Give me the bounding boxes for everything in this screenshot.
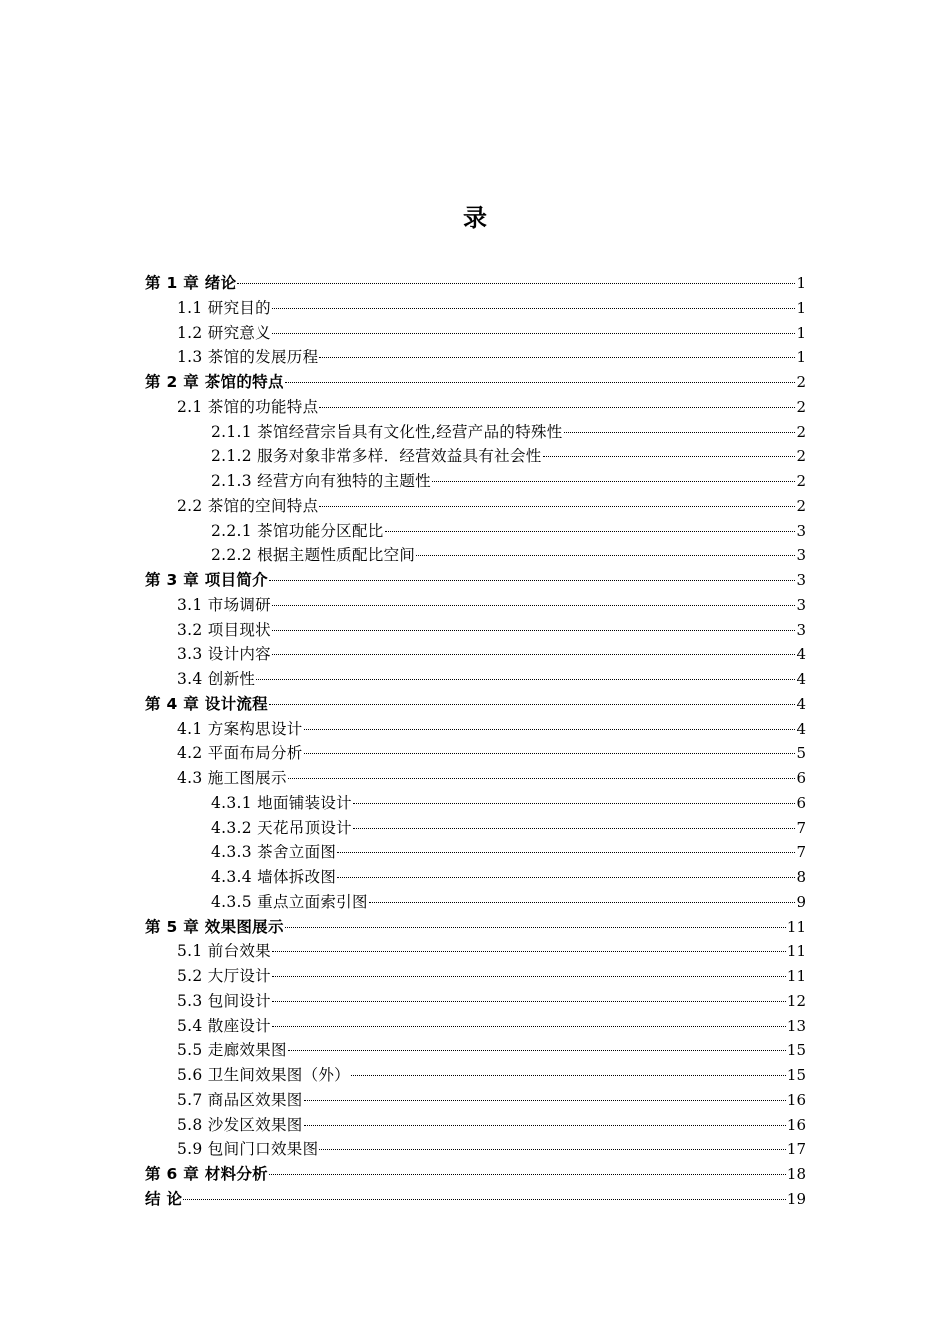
toc-entry[interactable] [0,593,806,618]
toc-entry-title: 1.3 茶馆的发展历程 [177,348,319,367]
toc-entry-title: 2.1.2 服务对象非常多样．经营效益具有社会性 [211,447,542,466]
toc-page-number: 1 [796,323,806,342]
toc-page-number: 4 [796,694,806,713]
toc-entry-title: 4.3.3 茶舍立面图 [211,843,337,862]
toc-leader-dots [304,752,796,754]
toc-entry[interactable] [0,1088,806,1113]
toc-entry[interactable] [0,1187,806,1212]
toc-entry-title: 4.3.4 墙体拆改图 [211,868,337,886]
toc-entry-title: 4.2 平面布局分析 [177,744,303,763]
toc-entry-title: 2.1.3 经营方向有独特的主题性 [211,472,431,490]
toc-leader-dots [353,827,795,829]
toc-entry[interactable] [0,939,806,964]
toc-entry-title: 1.1 研究目的 [177,298,271,317]
toc-entry-title: 4.1 方案构思设计 [177,719,303,738]
toc-page-number: 16 [786,1090,806,1109]
toc-entry[interactable] [0,964,806,989]
toc-entry-title: 5.9 包间门口效果图 [177,1140,319,1159]
toc-page-number: 15 [786,1041,806,1060]
toc-page-number: 11 [786,942,806,961]
toc-entry-title: 5.8 沙发区效果图 [177,1115,303,1134]
toc-leader-dots [319,356,795,358]
toc-entry[interactable] [0,865,806,890]
toc-leader-dots [272,332,795,334]
toc-leader-dots [285,381,796,383]
toc-leader-dots [272,975,786,977]
toc-page-number: 17 [786,1140,806,1159]
toc-leader-dots [269,1173,786,1175]
toc-page-number: 3 [796,571,806,589]
toc-entry-title: 4.3.2 天花吊顶设计 [211,818,352,837]
toc-entry[interactable] [0,766,806,791]
toc-entry-title: 3.3 设计内容 [177,645,271,664]
toc-entry[interactable] [0,989,806,1014]
toc-leader-dots [369,901,796,903]
toc-page-number: 5 [796,744,806,763]
toc-entry[interactable] [0,469,806,494]
toc-leader-dots [351,1074,786,1076]
toc-entry-title: 第 6 章 材料分析 [145,1165,268,1183]
toc-page-number: 6 [796,769,806,787]
toc-leader-dots [272,950,786,952]
toc-entry[interactable] [0,568,806,593]
toc-leader-dots [304,728,796,730]
toc-leader-dots [319,505,795,507]
toc-entry-title: 4.3.5 重点立面索引图 [211,892,368,911]
toc-page-number: 7 [796,843,806,862]
toc-entry[interactable] [0,321,806,346]
toc-page-number: 7 [796,818,806,837]
toc-page-number: 2 [796,373,806,391]
toc-entry-title: 5.2 大厅设计 [177,967,271,985]
toc-entry[interactable] [0,370,806,395]
toc-entry[interactable] [0,1063,806,1088]
toc-leader-dots [272,307,795,309]
toc-entry[interactable] [0,395,806,420]
toc-entry-title: 5.7 商品区效果图 [177,1090,303,1109]
toc-page-number: 13 [786,1016,806,1035]
toc-entry[interactable] [0,296,806,321]
toc-entry-title: 2.1.1 茶馆经营宗旨具有文化性,经营产品的特殊性 [211,422,563,441]
toc-entry-title: 第 3 章 项目简介 [145,571,268,589]
toc-entry[interactable] [0,1113,806,1138]
toc-entry[interactable] [0,618,806,643]
toc-entry-title: 5.3 包间设计 [177,991,271,1010]
toc-leader-dots [353,802,795,804]
toc-entry-title: 4.3.1 地面铺装设计 [211,793,352,812]
toc-entry[interactable] [0,667,806,692]
toc-leader-dots [288,777,796,779]
toc-page-number: 3 [796,595,806,614]
toc-entry[interactable] [0,791,806,816]
toc-entry[interactable] [0,1014,806,1039]
toc-page-number: 11 [786,967,806,985]
toc-entry[interactable] [0,915,806,940]
toc-entry[interactable] [0,1038,806,1063]
toc-leader-dots [304,1099,786,1101]
toc-entry[interactable] [0,345,806,370]
toc-page-number: 8 [796,868,806,886]
toc-entry-title: 第 4 章 设计流程 [145,694,268,713]
toc-entry[interactable] [0,271,806,296]
toc-page-number: 2 [796,397,806,416]
toc-page-number: 6 [796,793,806,812]
toc-leader-dots [304,1124,786,1126]
toc-entry-title: 2.2.2 根据主题性质配比空间 [211,546,416,565]
toc-entry-title: 2.2.1 茶馆功能分区配比 [211,521,384,540]
toc-leader-dots [272,1000,786,1002]
toc-leader-dots [237,282,795,284]
toc-entry[interactable] [0,692,806,717]
toc-page-number: 4 [796,670,806,688]
toc-page-number: 15 [786,1066,806,1084]
toc-entry[interactable] [0,816,806,841]
toc-page-number: 16 [786,1115,806,1134]
toc-entry[interactable] [0,420,806,445]
toc-leader-dots [385,530,796,532]
toc-entry-title: 1.2 研究意义 [177,323,271,342]
toc-page-number: 9 [796,892,806,911]
toc-entry[interactable] [0,741,806,766]
toc-leader-dots [269,703,795,705]
toc-leader-dots [319,1148,786,1150]
toc-page-number: 11 [786,917,806,936]
toc-leader-dots [272,653,795,655]
toc-entry[interactable] [0,1137,806,1162]
toc-page-number: 2 [796,447,806,466]
toc-page-number: 19 [786,1189,806,1208]
toc-page-number: 2 [796,496,806,515]
toc-entry-title: 3.2 项目现状 [177,620,271,639]
toc-entry[interactable] [0,1162,806,1187]
toc-page-number: 3 [796,620,806,639]
toc-entry[interactable] [0,519,806,544]
toc-page-number: 1 [796,274,806,292]
toc-page-number: 3 [796,521,806,540]
toc-entry[interactable] [0,444,806,469]
toc-entry[interactable] [0,543,806,568]
toc-page-number: 18 [786,1165,806,1183]
toc-page-number: 3 [796,546,806,565]
toc-page-number: 2 [796,472,806,490]
toc-entry-title: 5.4 散座设计 [177,1016,271,1035]
toc-page-number: 4 [796,719,806,738]
toc-leader-dots [272,1025,786,1027]
toc-leader-dots [564,431,796,433]
toc-leader-dots [272,604,795,606]
toc-entry-title: 2.1 茶馆的功能特点 [177,397,319,416]
toc-entry-title: 第 1 章 绪论 [145,274,237,292]
toc-page-number: 1 [796,298,806,317]
toc-page-number: 1 [796,348,806,367]
toc-leader-dots [183,1198,786,1200]
toc-entry-title: 第 2 章 茶馆的特点 [145,373,284,391]
toc-page-number: 2 [796,422,806,441]
toc-entry[interactable] [0,890,806,915]
toc-leader-dots [543,455,796,457]
toc-leader-dots [416,554,795,556]
toc-entry-title: 5.6 卫生间效果图（外） [177,1066,350,1084]
toc-page-number: 12 [786,991,806,1010]
toc-leader-dots [285,926,786,928]
toc-entry-title: 2.2 茶馆的空间特点 [177,496,319,515]
toc-leader-dots [256,678,795,680]
toc-leader-dots [272,629,795,631]
toc-leader-dots [288,1049,786,1051]
toc-entry[interactable] [0,494,806,519]
toc-entry-title: 第 5 章 效果图展示 [145,917,284,936]
toc-page-number: 4 [796,645,806,664]
toc-leader-dots [269,579,795,581]
toc-leader-dots [319,406,795,408]
toc-entry-title: 3.4 创新性 [177,670,256,688]
toc-leader-dots [337,876,795,878]
toc-title: 录 [463,204,487,232]
toc-leader-dots [432,480,795,482]
toc-entry-title: 4.3 施工图展示 [177,769,287,787]
toc-entry-title: 5.1 前台效果 [177,942,271,961]
toc-leader-dots [337,851,795,853]
toc-entry[interactable] [0,642,806,667]
toc-entry-title: 结 论 [145,1189,183,1208]
toc-entry-title: 5.5 走廊效果图 [177,1041,287,1060]
toc-entry[interactable] [0,840,806,865]
toc-entry[interactable] [0,717,806,742]
toc-entry-title: 3.1 市场调研 [177,595,271,614]
